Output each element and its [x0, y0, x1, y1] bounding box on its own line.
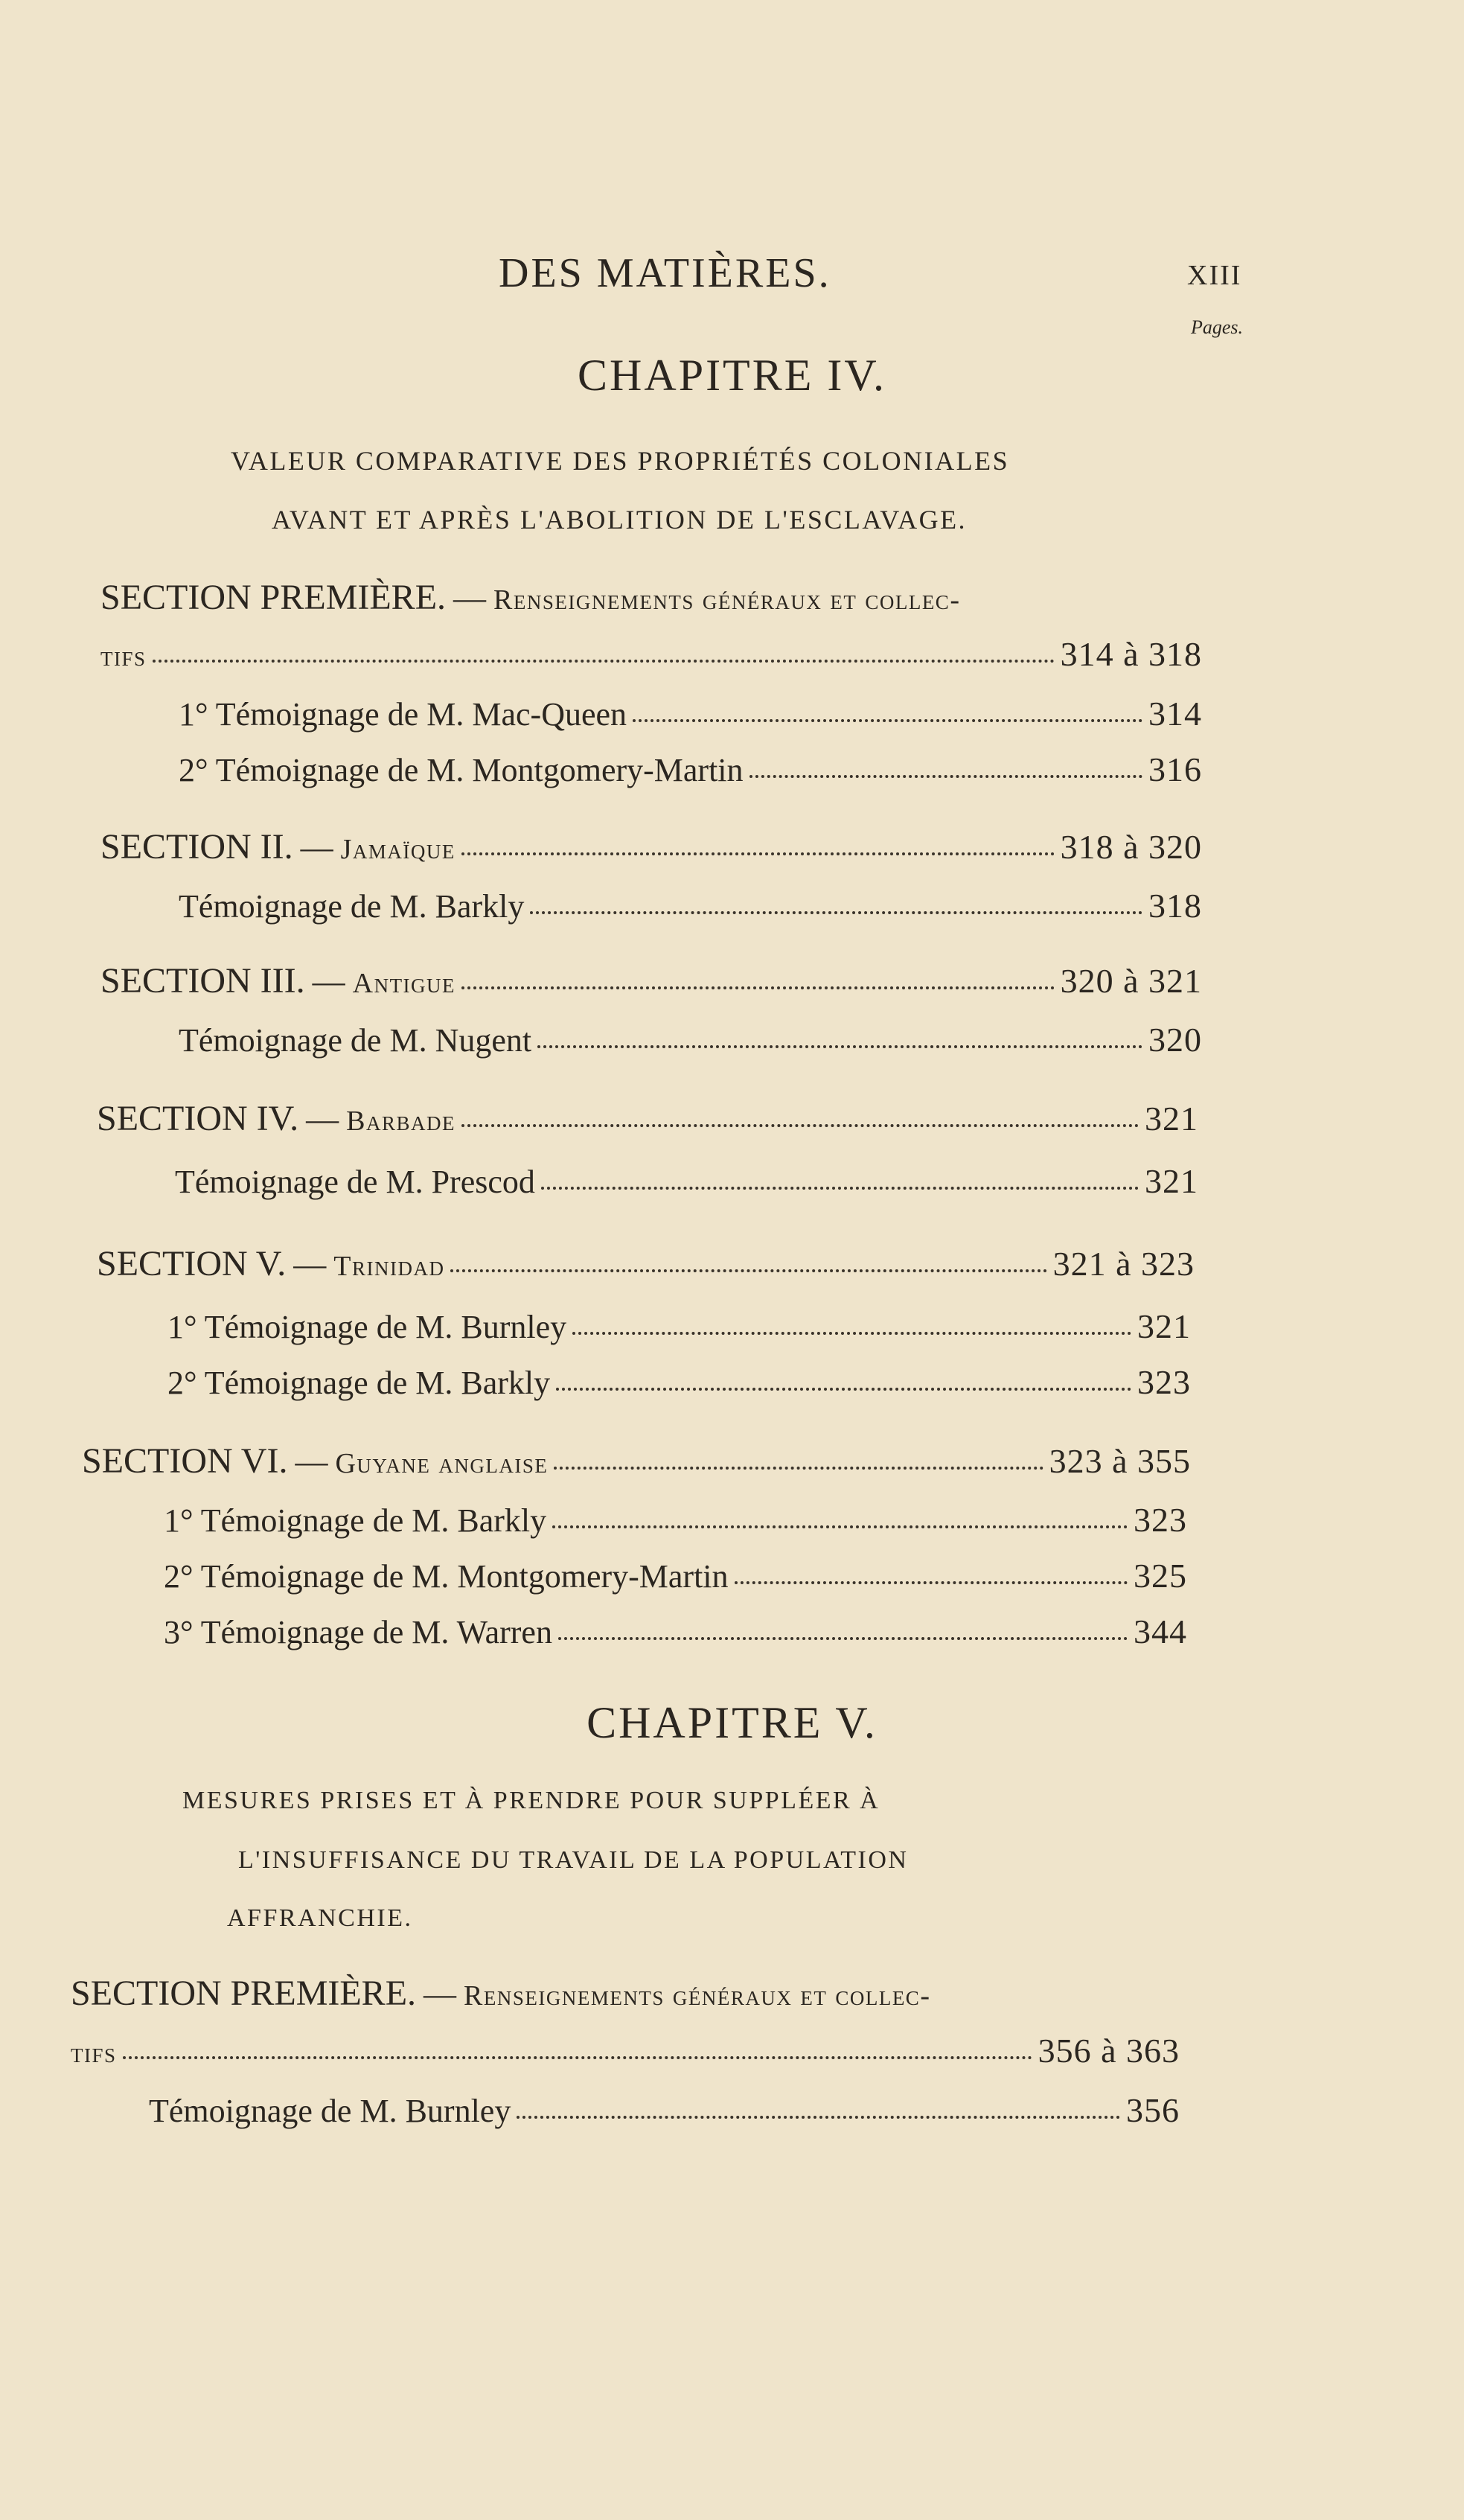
- dot-leader: [572, 1331, 1131, 1335]
- dot-leader: [552, 1525, 1128, 1528]
- chapter-5-subtitle-line-3: AFFRANCHIE.: [227, 1904, 413, 1932]
- toc-section-heading: SECTION IV. — Barbade 321: [97, 1099, 1198, 1138]
- toc-section-heading: SECTION III. — Antigue 320 à 321: [100, 961, 1202, 1001]
- toc-section-heading: SECTION VI. — Guyane anglaise 323 à 355: [82, 1441, 1191, 1481]
- dot-leader: [123, 2055, 1032, 2059]
- dot-leader: [461, 1123, 1139, 1127]
- chapter-5-subtitle-line-2: L'INSUFFISANCE DU TRAVAIL DE LA POPULATION: [238, 1846, 909, 1874]
- dot-leader: [633, 718, 1142, 722]
- toc-entry: 2° Témoignage de M. Montgomery-Martin 325: [164, 1557, 1187, 1595]
- chapter-5-title: CHAPITRE V.: [586, 1698, 878, 1747]
- toc-entry: Témoignage de M. Barkly 318: [179, 887, 1202, 925]
- toc-entry: 2° Témoignage de M. Montgomery-Martin 316: [179, 750, 1202, 788]
- toc-entry: Témoignage de M. Burnley 356: [149, 2091, 1180, 2129]
- dot-leader: [517, 2115, 1120, 2119]
- dot-leader: [461, 852, 1055, 855]
- toc-section-heading: SECTION PREMIÈRE. — Renseignements généraux et collec-: [100, 578, 961, 617]
- chapter-4-subtitle-line-1: VALEUR COMPARATIVE DES PROPRIÉTÉS COLONIALES: [231, 446, 1010, 476]
- toc-section-continuation: tifs 356 à 363: [71, 2032, 1180, 2070]
- chapter-4-title: CHAPITRE IV.: [578, 351, 886, 400]
- chapter-4-subtitle-line-2: AVANT ET APRÈS L'ABOLITION DE L'ESCLAVAGE.: [272, 505, 968, 535]
- dot-leader: [450, 1269, 1046, 1272]
- dot-leader: [554, 1466, 1043, 1470]
- dot-leader: [556, 1387, 1131, 1391]
- toc-entry: Témoignage de M. Nugent 320: [179, 1021, 1202, 1059]
- toc-entry: 1° Témoignage de M. Barkly 323: [164, 1501, 1187, 1539]
- toc-entry: Témoignage de M. Prescod 321: [175, 1162, 1198, 1200]
- dot-leader: [735, 1580, 1128, 1584]
- toc-section-continuation: tifs 314 à 318: [100, 635, 1202, 673]
- toc-section-heading: SECTION II. — Jamaïque 318 à 320: [100, 827, 1202, 867]
- dot-leader: [541, 1186, 1139, 1190]
- toc-entry: 1° Témoignage de M. Mac-Queen 314: [179, 695, 1202, 733]
- dot-leader: [558, 1636, 1128, 1640]
- dot-leader: [461, 986, 1055, 989]
- toc-section-heading: SECTION PREMIÈRE. — Renseignements généraux et collec-: [71, 1974, 931, 2013]
- dot-leader: [530, 910, 1142, 914]
- toc-entry: 1° Témoignage de M. Burnley 321: [167, 1307, 1191, 1345]
- dot-leader: [153, 659, 1055, 663]
- toc-entry: 2° Témoignage de M. Barkly 323: [167, 1363, 1191, 1401]
- chapter-5-subtitle-line-1: MESURES PRISES ET À PRENDRE POUR SUPPLÉER À: [182, 1787, 880, 1814]
- running-header: DES MATIÈRES.: [499, 250, 831, 296]
- toc-entry: 3° Témoignage de M. Warren 344: [164, 1613, 1187, 1650]
- dot-leader: [537, 1044, 1142, 1048]
- toc-section-heading: SECTION V. — Trinidad 321 à 323: [97, 1244, 1195, 1283]
- dot-leader: [749, 774, 1142, 778]
- page-number: XIII: [1187, 260, 1242, 291]
- pages-column-label: Pages.: [1191, 316, 1244, 338]
